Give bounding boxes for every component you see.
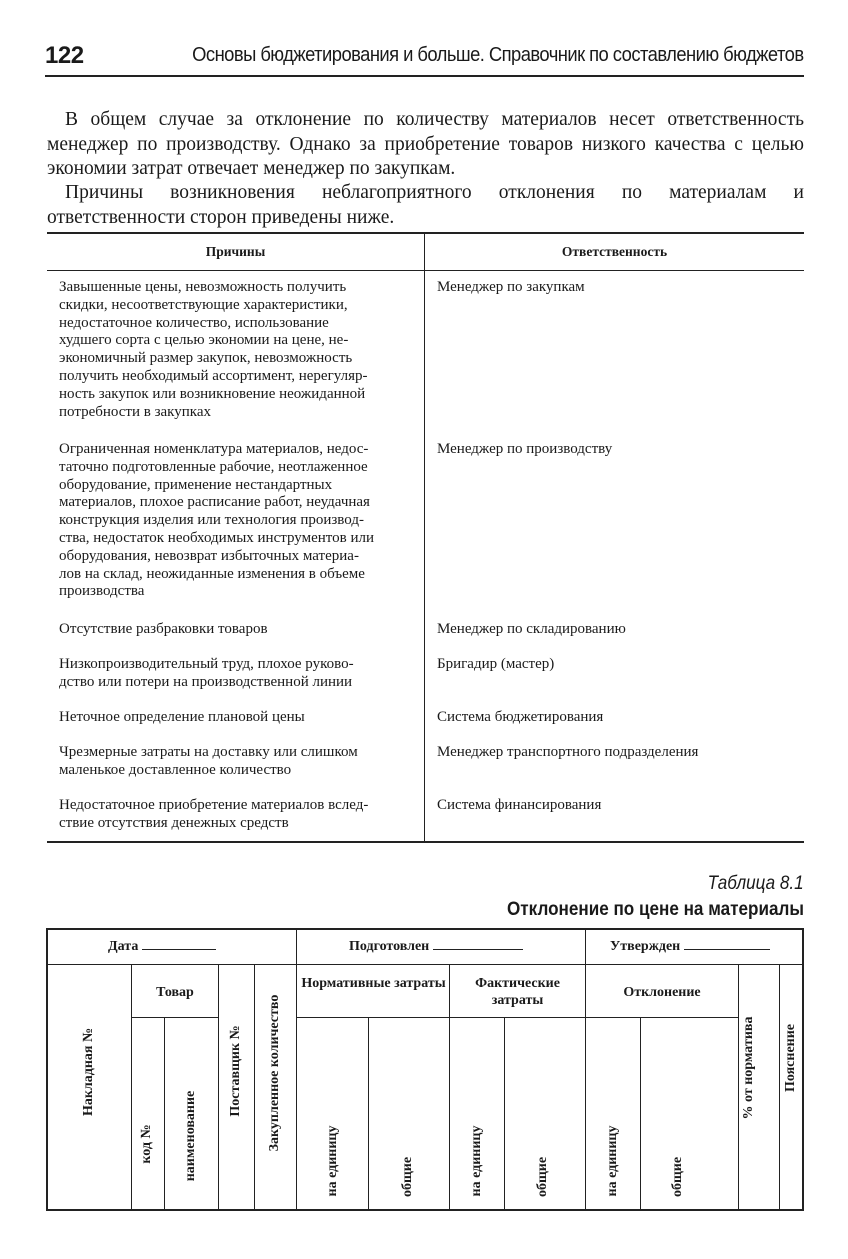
form-col-divider [218, 964, 219, 1211]
date-label [108, 939, 216, 955]
group-product: Товар [156, 985, 194, 1000]
variance-form-table [46, 928, 804, 1211]
form-col-divider [779, 964, 780, 1211]
cause-cell: Ограниченная номенклатура материалов, недос- таточно подготовленные рабочие, неотлаженное оборудование, применение нестандартных материалов, плохое расписание работ, неудачная конструкция изделия или технология производ- ства, недостаток необходимых инструментов или оборудования, невозврат избыточных материа- лов на склад, неожиданные изменения в объеме производства [59, 441, 374, 600]
col-explanation: Пояснение [783, 1023, 798, 1093]
form-border-bottom [46, 1209, 804, 1211]
form-col-divider [738, 964, 739, 1211]
responsible-cell: Менеджер по складированию [437, 621, 626, 637]
responsible-cell: Бригадир (мастер) [437, 656, 555, 672]
cause-cell: Завышенные цены, невозможность получить скидки, несоответствующие характеристики, недостаточное количество, использование худшего сорта с целью экономии на цене, не- экономичный размер закупок, невозможность получить необходимый ассортимент, нерегуляр- ность закупок или возникновение неожиданной потребности в закупках [59, 279, 368, 420]
paragraph-2: Причины возникновения неблагоприятного отклонения по материалам и ответственности сторон приведены ниже. [47, 182, 804, 228]
form-col-divider [640, 1017, 641, 1211]
header-responsibility: Ответственность [561, 244, 668, 259]
cause-cell: Отсутствие разбраковки товаров [59, 621, 268, 637]
form-border-top [46, 928, 804, 930]
header-causes: Причины [205, 244, 266, 259]
form-row-divider [46, 964, 804, 965]
table-column-divider [424, 234, 425, 841]
col-quantity: Закупленное количество [267, 994, 282, 1152]
col-name: наименование [183, 1090, 198, 1182]
form-border-left [46, 928, 48, 1211]
product-group-divider [131, 1017, 218, 1018]
responsible-cell: Менеджер по закупкам [437, 279, 585, 295]
prepared-label [349, 939, 523, 955]
group-actual-costs: Фактические затраты [475, 976, 560, 1008]
costs-group-divider [296, 1017, 738, 1018]
col-dev-unit: на единицу [605, 1125, 620, 1197]
col-supplier: Поставщик № [228, 1025, 243, 1117]
responsible-cell: Менеджер по производству [437, 441, 613, 457]
form-col-divider [131, 964, 132, 1211]
date-label-text: Дата [108, 939, 139, 954]
col-percent-of-standard: % от норматива [741, 1016, 756, 1120]
page-number: 122 [45, 42, 84, 69]
form-col-divider [164, 1017, 165, 1211]
form-col-divider [296, 928, 297, 1211]
prepared-blank-line [433, 948, 523, 950]
date-blank-line [142, 948, 216, 950]
table-bottom-rule [47, 841, 804, 843]
group-deviation: Отклонение [623, 985, 701, 1000]
col-act-unit: на единицу [469, 1125, 484, 1197]
approved-label [610, 939, 770, 955]
header-rule [45, 75, 804, 77]
running-title: Основы бюджетирования и больше. Справочник по составлению бюджетов [192, 44, 804, 66]
col-act-total: общие [535, 1156, 550, 1198]
form-col-divider [585, 928, 586, 1211]
table-top-rule [47, 232, 804, 234]
approved-blank-line [684, 948, 770, 950]
cause-cell: Чрезмерные затраты на доставку или слишком маленькое доставленное количество [59, 744, 358, 778]
col-invoice: Накладная № [81, 1027, 96, 1117]
responsible-cell: Система финансирования [437, 797, 602, 813]
form-border-right [802, 928, 804, 1211]
approved-label-text: Утвержден [610, 939, 681, 954]
col-code: код № [139, 1124, 154, 1164]
col-std-total: общие [400, 1156, 415, 1198]
group-standard-costs: Нормативные затраты [301, 976, 446, 991]
paragraph-1: В общем случае за отклонение по количеству материалов несет ответственность менеджер по производству. Однако за приобретение товаров низкого качества с целью экономии затрат отвечает менеджер по закупкам. [47, 109, 804, 179]
table-header-rule [47, 270, 804, 271]
form-col-divider [504, 1017, 505, 1211]
form-col-divider [368, 1017, 369, 1211]
responsible-cell: Система бюджетирования [437, 709, 604, 725]
cause-cell: Неточное определение плановой цены [59, 709, 305, 725]
cause-cell: Низкопроизводительный труд, плохое руково- дство или потери на производственной линии [59, 656, 354, 690]
table-number: Таблица 8.1 [708, 873, 804, 894]
cause-cell: Недостаточное приобретение материалов вслед- ствие отсутствия денежных средств [59, 797, 369, 831]
prepared-label-text: Подготовлен [349, 939, 430, 954]
col-std-unit: на единицу [325, 1125, 340, 1197]
table-title: Отклонение по цене на материалы [507, 899, 804, 920]
responsible-cell: Менеджер транспортного подразделения [437, 744, 699, 760]
form-col-divider [254, 964, 255, 1211]
col-dev-total: общие [670, 1156, 685, 1198]
